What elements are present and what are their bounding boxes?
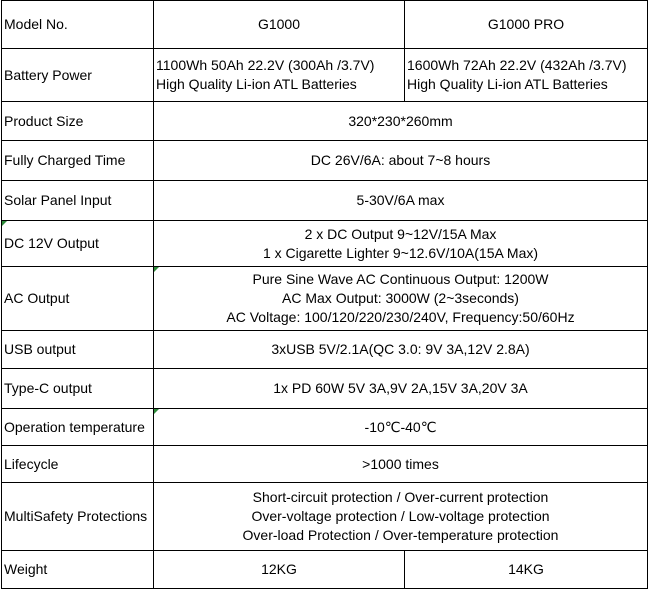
usb-value: 3xUSB 5V/2.1A(QC 3.0: 9V 3A,12V 2.8A) bbox=[154, 331, 648, 369]
spec-table bbox=[1, 0, 648, 589]
label-typec: Type-C output bbox=[2, 369, 154, 409]
label-usb: USB output bbox=[2, 331, 154, 369]
label-battery: Battery Power bbox=[2, 49, 154, 102]
label-ac: AC Output bbox=[2, 267, 154, 331]
typec-value: 1x PD 60W 5V 3A,9V 2A,15V 3A,20V 3A bbox=[154, 369, 648, 409]
battery-g1000 bbox=[154, 49, 405, 102]
dc-line: 1 x Cigarette Lighter 9~12.6V/10A(15A Max) bbox=[262, 244, 539, 261]
temp-value-text: -10℃-40℃ bbox=[364, 418, 437, 435]
label-safety: MultiSafety Protections bbox=[2, 483, 154, 551]
charge-time-value: DC 26V/6A: about 7~8 hours bbox=[154, 141, 648, 181]
battery-g1000-line: 1100Wh 50Ah 22.2V (300Ah /3.7V) bbox=[156, 57, 375, 73]
row-battery bbox=[2, 49, 648, 102]
row-temp bbox=[2, 409, 648, 446]
label-weight: Weight bbox=[2, 551, 154, 589]
label-temp: Operation temperature bbox=[2, 409, 154, 446]
row-size bbox=[2, 102, 648, 141]
weight-g1000-pro: 14KG bbox=[405, 551, 648, 589]
lifecycle-value: >1000 times bbox=[154, 446, 648, 483]
ac-value bbox=[154, 267, 648, 331]
row-safety bbox=[2, 483, 648, 551]
row-lifecycle bbox=[2, 446, 648, 483]
dc-value bbox=[154, 221, 648, 267]
battery-pro-line: High Quality Li-ion ATL Batteries bbox=[407, 76, 608, 92]
row-weight bbox=[2, 551, 648, 589]
model-g1000: G1000 bbox=[154, 1, 405, 49]
label-dc-text: DC 12V Output bbox=[4, 235, 99, 251]
dc-line: 2 x DC Output 9~12V/15A Max bbox=[304, 225, 497, 242]
battery-g1000-line: High Quality Li-ion ATL Batteries bbox=[156, 76, 357, 92]
row-charge-time bbox=[2, 141, 648, 181]
label-dc bbox=[2, 221, 154, 267]
ac-line: Pure Sine Wave AC Continuous Output: 1200W bbox=[252, 271, 549, 287]
temp-value bbox=[154, 409, 648, 446]
ac-line: AC Max Output: 3000W (2~3seconds) bbox=[282, 290, 519, 306]
row-solar bbox=[2, 181, 648, 221]
label-size: Product Size bbox=[2, 102, 154, 141]
model-g1000-pro: G1000 PRO bbox=[405, 1, 648, 49]
row-dc bbox=[2, 221, 648, 267]
battery-pro-line: 1600Wh 72Ah 22.2V (432Ah /3.7V) bbox=[407, 57, 627, 73]
row-usb bbox=[2, 331, 648, 369]
safety-line: Short-circuit protection / Over-current protection bbox=[252, 489, 549, 505]
row-ac bbox=[2, 267, 648, 331]
comment-marker bbox=[154, 409, 159, 414]
row-typec bbox=[2, 369, 648, 409]
ac-line: AC Voltage: 100/120/220/230/240V, Frequency:50/60Hz bbox=[226, 309, 575, 325]
safety-line: Over-load Protection / Over-temperature protection bbox=[242, 527, 559, 543]
label-model: Model No. bbox=[2, 1, 154, 49]
size-value: 320*230*260mm bbox=[154, 102, 648, 141]
label-lifecycle: Lifecycle bbox=[2, 446, 154, 483]
safety-value bbox=[154, 483, 648, 551]
label-charge-time: Fully Charged Time bbox=[2, 141, 154, 181]
battery-g1000-pro bbox=[405, 49, 648, 102]
comment-marker bbox=[2, 221, 7, 226]
solar-value: 5-30V/6A max bbox=[154, 181, 648, 221]
weight-g1000: 12KG bbox=[154, 551, 405, 589]
label-solar: Solar Panel Input bbox=[2, 181, 154, 221]
comment-marker bbox=[154, 267, 159, 272]
safety-line: Over-voltage protection / Low-voltage protection bbox=[251, 508, 550, 524]
row-model bbox=[2, 1, 648, 49]
